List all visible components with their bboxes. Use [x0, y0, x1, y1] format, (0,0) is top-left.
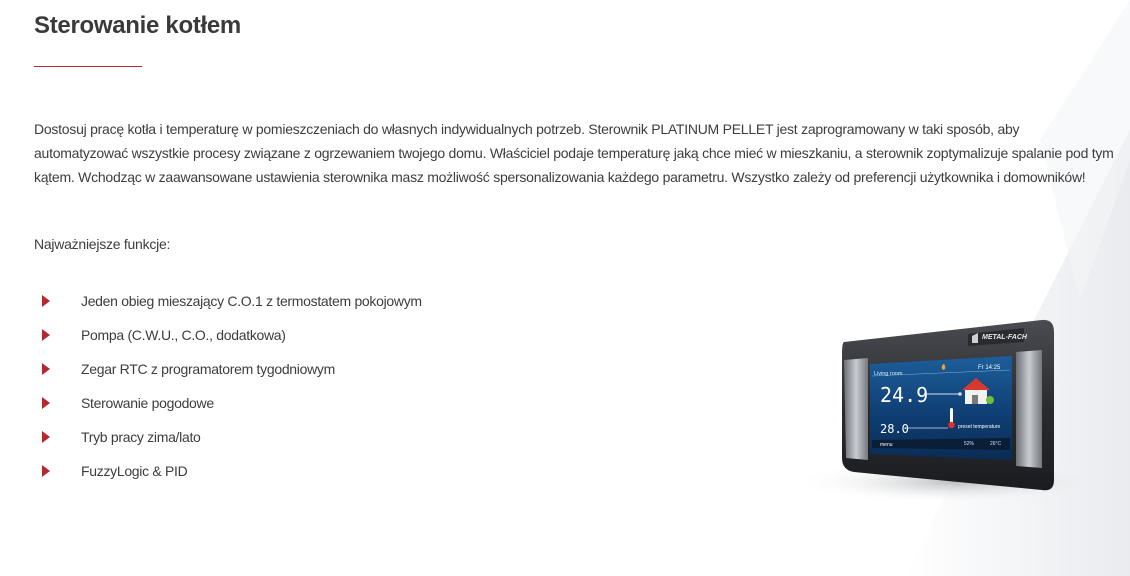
screen-current-temp: 24.9 [880, 383, 929, 407]
screen-preset-label: preset temperature [958, 424, 1001, 430]
feature-label: Zegar RTC z programatorem tygodniowym [81, 361, 335, 377]
caret-right-icon [42, 431, 50, 443]
intro-paragraph: Dostosuj pracę kotła i temperaturę w pomieszczeniach do własnych indywidualnych potrzeb. Sterownik PLATINUM PELLET jest zaprogramowany w taki sposób, aby automatyzować wszystkie procesy związane z ogrzewaniem twojego domu. Właściciel podaje temperaturę jaką chce mieć w mieszkaniu, a sterownik zoptymalizuje spalanie pod tym kątem. Wchodząc w zaawansowane ustawienia sterownika masz możliwość spersonalizowania każdego parametru. Wszystko zależy od preferencji użytkownika i domowników! [34, 121, 1114, 185]
caret-right-icon [42, 295, 50, 307]
feature-label: Sterowanie pogodowe [81, 395, 214, 411]
section-title: Sterowanie kotłem [34, 12, 241, 39]
title-underline [34, 66, 142, 67]
caret-right-icon [42, 363, 50, 375]
screen-menu-label: menu [880, 442, 893, 448]
caret-right-icon [42, 397, 50, 409]
controller-device-graphic [792, 312, 1112, 508]
controller-device-image [792, 312, 1112, 508]
screen-preset-temp: 28.0 [880, 422, 909, 436]
feature-label: Pompa (C.W.U., C.O., dodatkowa) [81, 327, 286, 343]
features-heading: Najważniejsze funkcje: [34, 236, 171, 252]
brand-logo-text: METAL-FACH [982, 334, 1027, 341]
feature-label: Tryb pracy zima/lato [81, 429, 201, 445]
feature-label: Jeden obieg mieszający C.O.1 z termostatem pokojowym [81, 293, 422, 309]
screen-clock: Fr 14:25 [978, 365, 1001, 371]
screen-status-1: 52% [964, 441, 975, 447]
feature-label: FuzzyLogic & PID [81, 463, 188, 479]
caret-right-icon [42, 465, 50, 477]
caret-right-icon [42, 329, 50, 341]
screen-room-label: Living room [874, 371, 903, 377]
screen-status-2: 26°C [990, 441, 1002, 447]
